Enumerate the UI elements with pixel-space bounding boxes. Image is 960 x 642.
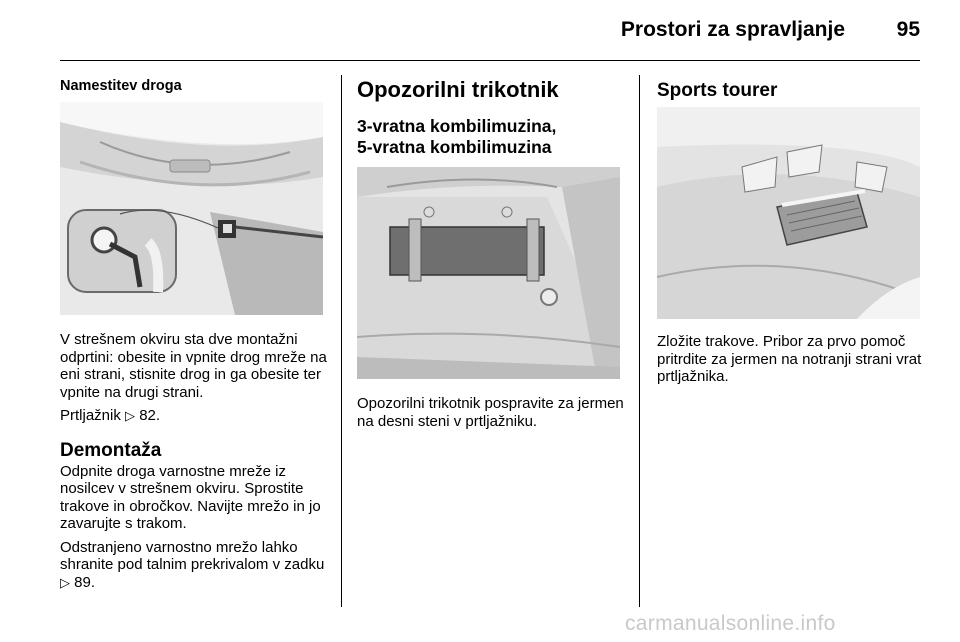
- column-divider-1: [341, 75, 342, 607]
- paragraph-installation: V strešnem okviru sta dve montažni odprtini: obesite in vpnite drog mreže na eni strani, stisnite drog in ga obesite ter vpnite na drugi strani.: [60, 331, 327, 401]
- column-2-heading-block: [357, 76, 627, 158]
- text-block-warning-triangle: [357, 395, 629, 430]
- section-heading-removal: Demontaža: [60, 439, 162, 461]
- column-3-heading-block: [657, 79, 927, 103]
- figure-first-aid-kit-storage: [657, 107, 920, 319]
- text-block-installation: [60, 331, 332, 592]
- figure-warning-triangle-storage: [357, 167, 620, 379]
- paragraph-warning-triangle: Opozorilni trikotnik pospravite za jermen na desni steni v prtljažniku.: [357, 395, 624, 430]
- section-heading-sports-tourer: Sports tourer: [657, 80, 778, 101]
- figure-roof-mount: [60, 102, 323, 315]
- watermark: carmanualsonline.info: [625, 612, 836, 635]
- section-heading-installation: Namestitev droga: [60, 78, 182, 94]
- paragraph-sports-tourer: Zložite trakove. Pribor za prvo pomoč pritrdite za jermen na notranji strani vrat prtljažnika.: [657, 333, 922, 385]
- subheading-hatchback-1: 3-vratna kombilimuzina,: [357, 116, 557, 136]
- page-number: 95: [896, 18, 920, 41]
- text-block-sports-tourer: [657, 333, 942, 386]
- reference-luggage: Prtljažnik ▷ 82.: [60, 407, 161, 424]
- page-reference-icon: ▷: [125, 409, 136, 424]
- subheading-hatchback-2: 5-vratna kombilimuzina: [357, 137, 552, 157]
- column-divider-2: [639, 75, 640, 607]
- section-heading-warning-triangle: Opozorilni trikotnik: [357, 77, 559, 102]
- paragraph-storage: Odstranjeno varnostno mrežo lahko shranite pod talnim prekrivalom v zadku ▷ 89.: [60, 538, 325, 591]
- page-reference-icon: ▷: [60, 575, 70, 591]
- paragraph-removal: Odpnite droga varnostne mreže iz nosilcev v strešnem okviru. Sprostite trakove in obročkov. Navijte mrežo in jo zavarujte s trakom.: [60, 462, 321, 532]
- page-title: Prostori za spravljanje: [620, 18, 845, 41]
- page-header: [60, 0, 920, 61]
